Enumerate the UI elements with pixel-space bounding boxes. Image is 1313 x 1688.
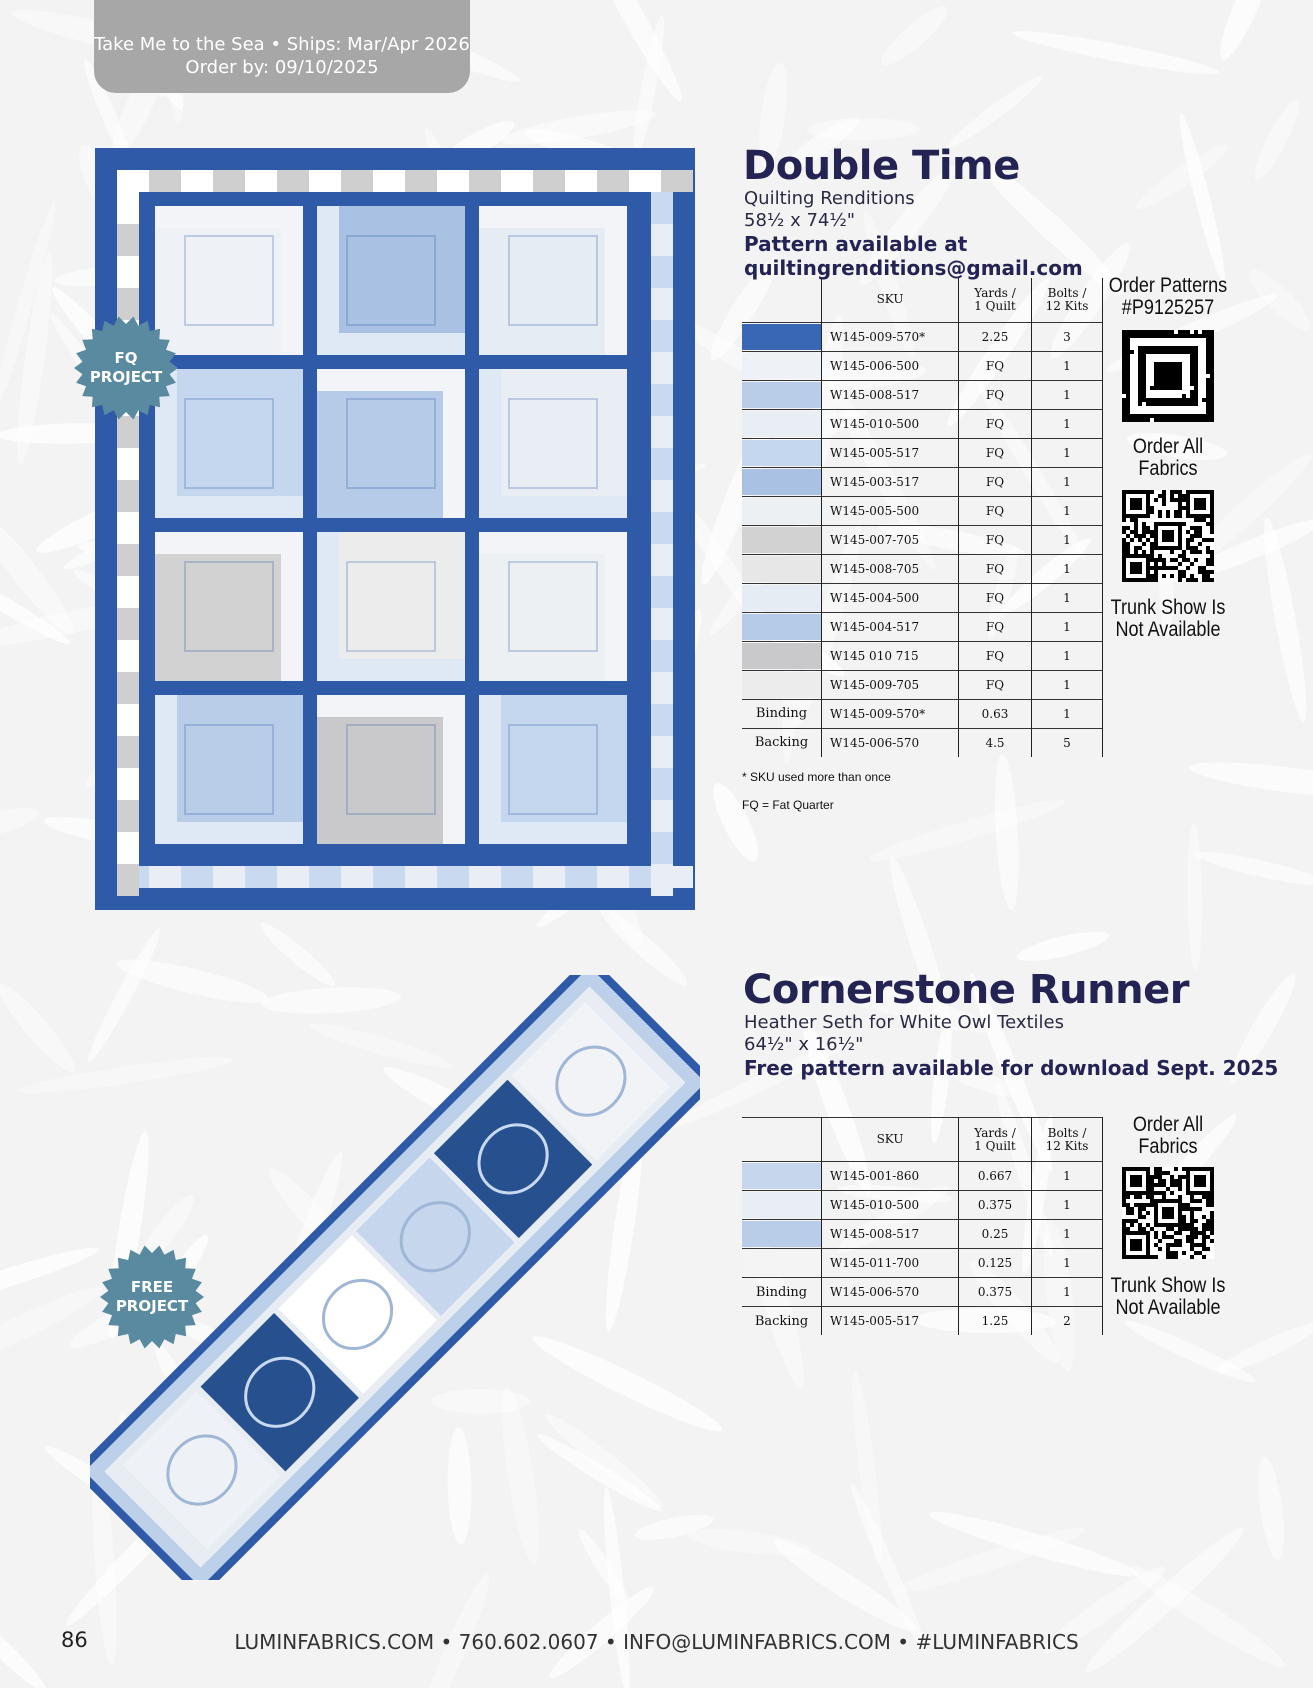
quilt-block bbox=[317, 369, 465, 518]
border-piece bbox=[117, 736, 139, 768]
border-piece bbox=[651, 640, 673, 672]
border-piece bbox=[309, 866, 341, 888]
sku-cell: W145-005-500 bbox=[822, 496, 959, 525]
bolts-cell: 1 bbox=[1032, 1162, 1103, 1191]
yards-header: Yards / 1 Quilt bbox=[959, 278, 1032, 322]
project-size: 58½ x 74½" bbox=[744, 210, 856, 231]
page-number: 86 bbox=[61, 1628, 88, 1652]
border-piece bbox=[117, 544, 139, 576]
border-piece bbox=[309, 170, 341, 192]
border-piece bbox=[651, 736, 673, 768]
table-row bbox=[742, 1220, 1103, 1249]
order-by-line: Order by: 09/10/2025 bbox=[185, 57, 379, 78]
sku-cell: W145-005-517 bbox=[822, 1307, 959, 1336]
yards-cell: FQ bbox=[959, 467, 1032, 496]
row-label: Backing bbox=[742, 728, 822, 757]
sku-cell: W145-009-570* bbox=[822, 322, 959, 351]
block-strip bbox=[155, 206, 303, 228]
border-piece bbox=[117, 832, 139, 864]
background-leaf bbox=[874, 0, 954, 73]
background-leaf bbox=[1121, 1314, 1260, 1389]
border-piece bbox=[117, 864, 139, 896]
border-piece bbox=[245, 170, 277, 192]
sku-cell: W145-007-705 bbox=[822, 525, 959, 554]
border-piece bbox=[181, 866, 213, 888]
border-piece bbox=[373, 170, 405, 192]
block-strip bbox=[605, 206, 627, 355]
background-leaf bbox=[1186, 823, 1203, 971]
background-leaf bbox=[413, 1569, 497, 1688]
table-row bbox=[742, 496, 1103, 525]
fabric-swatch bbox=[742, 1250, 821, 1276]
table-row bbox=[742, 525, 1103, 554]
border-piece bbox=[651, 672, 673, 704]
order-all-fabrics-qr-code[interactable] bbox=[1122, 1167, 1214, 1259]
table-row bbox=[742, 670, 1103, 699]
table-row bbox=[742, 699, 1103, 728]
block-strip bbox=[479, 496, 627, 518]
badge-line-1: FQ bbox=[114, 349, 138, 367]
table-row bbox=[742, 583, 1103, 612]
border-piece bbox=[565, 170, 597, 192]
yards-cell: 1.25 bbox=[959, 1307, 1032, 1336]
pattern-availability: Free pattern available for download Sept. 2025 bbox=[744, 1056, 1279, 1080]
fabric-swatch bbox=[742, 1192, 821, 1218]
sku-cell: W145-003-517 bbox=[822, 467, 959, 496]
border-piece bbox=[651, 576, 673, 608]
border-piece bbox=[117, 608, 139, 640]
border-piece bbox=[117, 448, 139, 480]
background-leaf bbox=[705, 778, 767, 867]
border-piece bbox=[149, 170, 181, 192]
block-strip bbox=[479, 369, 501, 518]
yards-cell: FQ bbox=[959, 670, 1032, 699]
bolts-cell: 1 bbox=[1032, 583, 1103, 612]
border-piece bbox=[117, 672, 139, 704]
block-strip bbox=[479, 822, 627, 844]
border-piece bbox=[597, 170, 629, 192]
border-piece bbox=[651, 704, 673, 736]
quilt-block bbox=[479, 695, 627, 844]
border-piece bbox=[651, 544, 673, 576]
border-piece bbox=[651, 416, 673, 448]
order-all-fabrics-qr-code[interactable] bbox=[1122, 490, 1214, 582]
block-strip bbox=[443, 369, 465, 518]
yards-cell: 0.125 bbox=[959, 1249, 1032, 1278]
border-piece bbox=[533, 866, 565, 888]
bolts-cell: 1 bbox=[1032, 438, 1103, 467]
free-project-badge-shape bbox=[100, 1245, 204, 1349]
fabric-swatch bbox=[742, 411, 821, 437]
border-piece bbox=[117, 256, 139, 288]
sku-cell: W145-004-517 bbox=[822, 612, 959, 641]
border-piece bbox=[501, 170, 533, 192]
block-strip bbox=[605, 532, 627, 681]
bolts-cell: 1 bbox=[1032, 670, 1103, 699]
fabric-swatch bbox=[742, 440, 821, 466]
block-strip bbox=[317, 695, 465, 717]
sku-cell: W145-010-500 bbox=[822, 1191, 959, 1220]
badge-line-2: PROJECT bbox=[89, 368, 163, 386]
border-piece bbox=[651, 352, 673, 384]
table-row bbox=[742, 409, 1103, 438]
fabric-requirements-table bbox=[742, 1117, 1103, 1335]
fabric-swatch bbox=[742, 1221, 821, 1247]
border-piece bbox=[437, 170, 469, 192]
background-leaf bbox=[1188, 755, 1313, 804]
border-piece bbox=[651, 832, 673, 864]
block-strip bbox=[443, 695, 465, 844]
border-piece bbox=[651, 448, 673, 480]
background-leaf bbox=[576, 0, 690, 106]
yards-cell: 0.63 bbox=[959, 699, 1032, 728]
block-strip bbox=[281, 532, 303, 681]
background-leaf bbox=[1253, 1455, 1289, 1562]
table-row bbox=[742, 1162, 1103, 1191]
collection-header-tab bbox=[94, 0, 470, 93]
border-piece bbox=[651, 288, 673, 320]
bolts-header: Bolts / 12 Kits bbox=[1032, 278, 1103, 322]
yards-header: Yards / 1 Quilt bbox=[959, 1118, 1032, 1162]
block-strip bbox=[155, 695, 177, 844]
border-piece bbox=[651, 800, 673, 832]
sku-cell: W145-008-517 bbox=[822, 380, 959, 409]
table-row bbox=[742, 351, 1103, 380]
project-designer: Heather Seth for White Owl Textiles bbox=[744, 1012, 1064, 1033]
bolts-cell: 3 bbox=[1032, 322, 1103, 351]
project-title: Double Time bbox=[743, 143, 1020, 189]
yards-cell: FQ bbox=[959, 438, 1032, 467]
row-label: Binding bbox=[742, 699, 822, 728]
bolts-header: Bolts / 12 Kits bbox=[1032, 1118, 1103, 1162]
fq-project-badge bbox=[74, 316, 178, 420]
fabric-swatch bbox=[742, 1163, 821, 1189]
border-piece bbox=[651, 256, 673, 288]
border-piece bbox=[341, 866, 373, 888]
quilt-block bbox=[479, 532, 627, 681]
bolts-cell: 1 bbox=[1032, 1220, 1103, 1249]
order-patterns-label: Order Patterns #P9125257 bbox=[1108, 274, 1228, 319]
border-piece bbox=[213, 170, 245, 192]
quilt-block bbox=[317, 695, 465, 844]
sku-cell: W145 010 715 bbox=[822, 641, 959, 670]
fabric-swatch bbox=[742, 382, 821, 408]
border-piece bbox=[117, 768, 139, 800]
fabric-swatch bbox=[742, 353, 821, 379]
sku-cell: W145-001-860 bbox=[822, 1162, 959, 1191]
yards-cell: 4.5 bbox=[959, 728, 1032, 757]
sku-cell: W145-006-500 bbox=[822, 351, 959, 380]
fabric-swatch bbox=[742, 585, 821, 611]
bolts-cell: 1 bbox=[1032, 554, 1103, 583]
background-leaf bbox=[0, 977, 83, 1080]
block-strip bbox=[317, 369, 465, 391]
background-leaf bbox=[1015, 926, 1112, 967]
sku-cell: W145-008-517 bbox=[822, 1220, 959, 1249]
footnote-sku: * SKU used more than once bbox=[742, 770, 891, 784]
border-piece bbox=[181, 170, 213, 192]
border-piece bbox=[277, 170, 309, 192]
sku-cell: W145-011-700 bbox=[822, 1249, 959, 1278]
bolts-cell: 2 bbox=[1032, 1307, 1103, 1336]
pattern-availability: Pattern available at quiltingrenditions@gmail.com bbox=[744, 232, 1083, 280]
yards-cell: FQ bbox=[959, 525, 1032, 554]
sku-cell: W145-009-705 bbox=[822, 670, 959, 699]
bolts-cell: 1 bbox=[1032, 1249, 1103, 1278]
footnote-fq: FQ = Fat Quarter bbox=[742, 798, 834, 812]
table-row bbox=[742, 641, 1103, 670]
background-leaf bbox=[1211, 0, 1283, 65]
yards-cell: 2.25 bbox=[959, 322, 1032, 351]
background-leaf bbox=[1257, 516, 1313, 723]
block-strip bbox=[479, 532, 627, 554]
block-strip bbox=[155, 496, 303, 518]
border-piece bbox=[405, 170, 437, 192]
project-designer: Quilting Renditions bbox=[744, 188, 915, 209]
border-piece bbox=[469, 170, 501, 192]
border-piece bbox=[651, 864, 673, 896]
border-piece bbox=[597, 866, 629, 888]
block-strip bbox=[479, 695, 501, 844]
trunk-show-label: Trunk Show Is Not Available bbox=[1110, 1274, 1226, 1319]
yards-cell: 0.375 bbox=[959, 1278, 1032, 1307]
sku-cell: W145-008-705 bbox=[822, 554, 959, 583]
project-size: 64½" x 16½" bbox=[744, 1034, 864, 1055]
yards-cell: FQ bbox=[959, 409, 1032, 438]
background-leaf bbox=[1248, 96, 1306, 184]
footer-contact: LUMINFABRICS.COM • 760.602.0607 • INFO@LUMINFABRICS.COM • #LUMINFABRICS bbox=[234, 1630, 1079, 1654]
badge-line-1: FREE bbox=[130, 1278, 174, 1296]
background-leaf bbox=[1010, 24, 1221, 81]
collection-ship-line: Take Me to the Sea • Ships: Mar/Apr 2026 bbox=[94, 34, 470, 55]
yards-cell: FQ bbox=[959, 351, 1032, 380]
border-piece bbox=[117, 224, 139, 256]
bolts-cell: 1 bbox=[1032, 1191, 1103, 1220]
quilt-block bbox=[155, 695, 303, 844]
block-strip bbox=[317, 659, 465, 681]
fabric-swatch bbox=[742, 324, 821, 350]
yards-cell: 0.25 bbox=[959, 1220, 1032, 1249]
border-piece bbox=[277, 866, 309, 888]
bolts-cell: 5 bbox=[1032, 728, 1103, 757]
yards-cell: 0.667 bbox=[959, 1162, 1032, 1191]
block-strip bbox=[155, 532, 303, 554]
table-row bbox=[742, 1307, 1103, 1336]
double-time-quilt-image bbox=[95, 148, 695, 910]
border-piece bbox=[341, 170, 373, 192]
fabric-swatch bbox=[742, 498, 821, 524]
fabric-swatch bbox=[742, 527, 821, 553]
border-piece bbox=[245, 866, 277, 888]
yards-cell: FQ bbox=[959, 380, 1032, 409]
border-piece bbox=[117, 800, 139, 832]
sku-header: SKU bbox=[822, 1118, 959, 1162]
fabric-swatch bbox=[742, 556, 821, 582]
border-piece bbox=[117, 192, 139, 224]
border-piece bbox=[117, 416, 139, 448]
border-piece bbox=[651, 320, 673, 352]
bolts-cell: 1 bbox=[1032, 699, 1103, 728]
bolts-cell: 1 bbox=[1032, 525, 1103, 554]
sku-cell: W145-009-570* bbox=[822, 699, 959, 728]
border-piece bbox=[117, 170, 149, 192]
badge-line-2: PROJECT bbox=[115, 1297, 189, 1315]
table-row bbox=[742, 1278, 1103, 1307]
sku-header: SKU bbox=[822, 278, 959, 322]
border-piece bbox=[469, 866, 501, 888]
quilt-block bbox=[479, 206, 627, 355]
sku-cell: W145-005-517 bbox=[822, 438, 959, 467]
background-leaf bbox=[1131, 138, 1233, 216]
table-row bbox=[742, 1249, 1103, 1278]
table-row bbox=[742, 438, 1103, 467]
yards-cell: 0.375 bbox=[959, 1191, 1032, 1220]
background-leaf bbox=[942, 71, 1046, 154]
border-piece bbox=[651, 192, 673, 224]
border-piece bbox=[651, 512, 673, 544]
yards-cell: FQ bbox=[959, 612, 1032, 641]
border-piece bbox=[117, 576, 139, 608]
bolts-cell: 1 bbox=[1032, 612, 1103, 641]
border-piece bbox=[117, 480, 139, 512]
border-piece bbox=[373, 866, 405, 888]
bolts-cell: 1 bbox=[1032, 467, 1103, 496]
quilt-block bbox=[479, 369, 627, 518]
yards-cell: FQ bbox=[959, 583, 1032, 612]
fabric-swatch bbox=[742, 672, 821, 698]
background-leaf bbox=[0, 802, 42, 843]
yards-cell: FQ bbox=[959, 554, 1032, 583]
border-piece bbox=[213, 866, 245, 888]
quilt-block bbox=[317, 206, 465, 355]
sku-cell: W145-006-570 bbox=[822, 728, 959, 757]
quilt-block bbox=[317, 532, 465, 681]
trunk-show-label: Trunk Show Is Not Available bbox=[1110, 596, 1226, 641]
yards-cell: FQ bbox=[959, 496, 1032, 525]
border-piece bbox=[565, 866, 597, 888]
border-piece bbox=[629, 170, 661, 192]
block-strip bbox=[155, 822, 303, 844]
project-title: Cornerstone Runner bbox=[743, 967, 1189, 1013]
bolts-cell: 1 bbox=[1032, 496, 1103, 525]
border-piece bbox=[437, 866, 469, 888]
block-strip bbox=[317, 206, 339, 355]
row-label: Binding bbox=[742, 1278, 822, 1307]
background-leaf bbox=[867, 792, 1067, 868]
border-piece bbox=[651, 480, 673, 512]
block-strip bbox=[281, 206, 303, 355]
border-piece bbox=[117, 512, 139, 544]
fabric-requirements-table bbox=[742, 278, 1103, 757]
block-strip bbox=[479, 206, 627, 228]
block-strip bbox=[317, 333, 465, 355]
border-piece bbox=[661, 170, 693, 192]
border-piece bbox=[117, 704, 139, 736]
table-row bbox=[742, 322, 1103, 351]
quilt-block bbox=[155, 532, 303, 681]
order-all-fabrics-label: Order All Fabrics bbox=[1132, 435, 1204, 480]
row-label: Backing bbox=[742, 1307, 822, 1336]
table-row bbox=[742, 728, 1103, 757]
fabric-swatch bbox=[742, 614, 821, 640]
table-row bbox=[742, 1191, 1103, 1220]
border-piece bbox=[117, 640, 139, 672]
fabric-swatch bbox=[742, 469, 821, 495]
border-piece bbox=[651, 768, 673, 800]
yards-cell: FQ bbox=[959, 641, 1032, 670]
bolts-cell: 1 bbox=[1032, 1278, 1103, 1307]
border-piece bbox=[651, 224, 673, 256]
order-all-fabrics-label: Order All Fabrics bbox=[1132, 1113, 1204, 1158]
sku-cell: W145-006-570 bbox=[822, 1278, 959, 1307]
background-leaf bbox=[1192, 846, 1313, 891]
border-piece bbox=[533, 170, 565, 192]
block-strip bbox=[317, 532, 339, 681]
table-row bbox=[742, 554, 1103, 583]
background-leaf bbox=[991, 754, 1022, 911]
border-piece bbox=[501, 866, 533, 888]
border-piece bbox=[651, 384, 673, 416]
bolts-cell: 1 bbox=[1032, 409, 1103, 438]
table-row bbox=[742, 612, 1103, 641]
bolts-cell: 1 bbox=[1032, 380, 1103, 409]
sku-cell: W145-010-500 bbox=[822, 409, 959, 438]
border-piece bbox=[405, 866, 437, 888]
table-row bbox=[742, 380, 1103, 409]
border-piece bbox=[149, 866, 181, 888]
order-patterns-qr-code[interactable] bbox=[1122, 330, 1214, 422]
sku-cell: W145-004-500 bbox=[822, 583, 959, 612]
bolts-cell: 1 bbox=[1032, 351, 1103, 380]
table-row bbox=[742, 467, 1103, 496]
border-piece bbox=[651, 608, 673, 640]
bolts-cell: 1 bbox=[1032, 641, 1103, 670]
fabric-swatch bbox=[742, 643, 821, 669]
